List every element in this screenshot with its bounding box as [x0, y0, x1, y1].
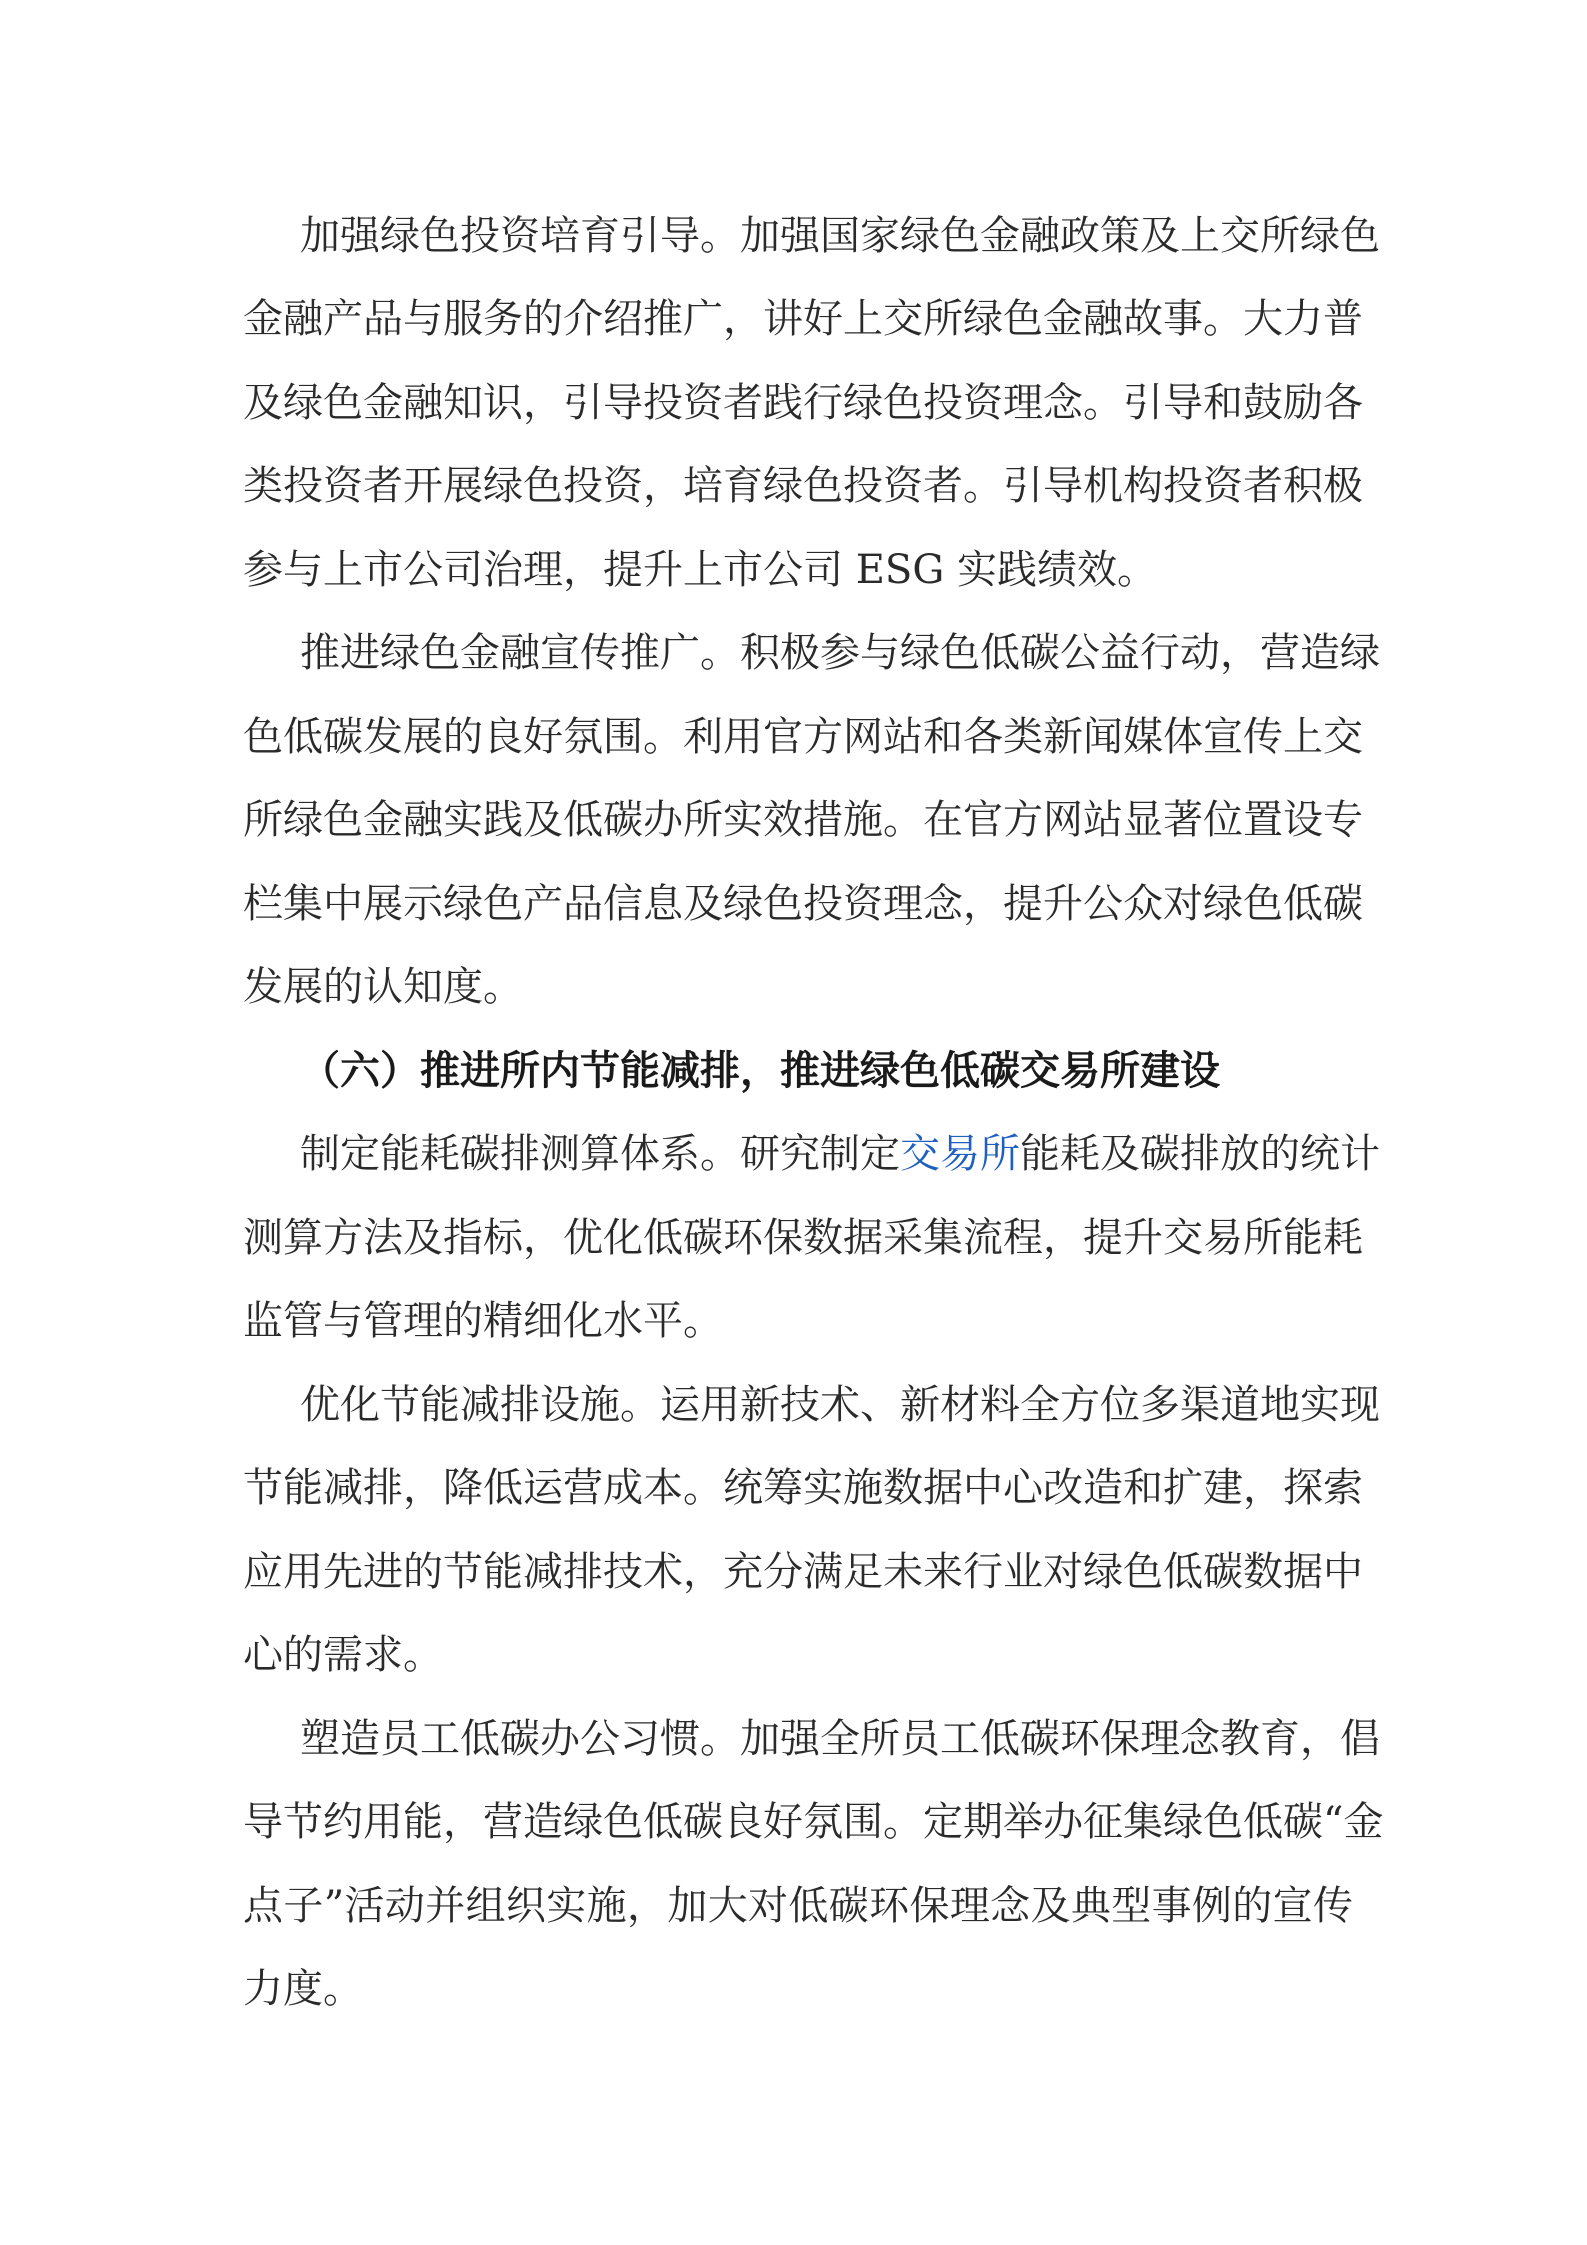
paragraph-1-line-3: 及绿色金融知识，引导投资者践行绿色投资理念。引导和鼓励各: [243, 380, 1363, 426]
paragraph-4-line-3: 应用先进的节能减排技术，充分满足未来行业对绿色低碳数据中: [243, 1549, 1363, 1595]
exchange-link[interactable]: 交易所: [900, 1131, 1020, 1177]
paragraph-5-line-4: 力度。: [243, 1966, 363, 2012]
paragraph-1-line-5: 参与上市公司治理，提升上市公司 ESG 实践绩效。: [243, 547, 1157, 593]
paragraph-3-line-1: [300, 1129, 1380, 1179]
paragraph-3-line-1-after: 能耗及碳排放的统计: [1020, 1131, 1380, 1177]
paragraph-2-line-5: 发展的认知度。: [243, 964, 523, 1010]
paragraph-3-line-1-before: 制定能耗碳排测算体系。研究制定: [300, 1131, 900, 1177]
paragraph-2-line-1: 推进绿色金融宣传推广。积极参与绿色低碳公益行动，营造绿: [300, 630, 1380, 676]
paragraph-1-line-2: 金融产品与服务的介绍推广，讲好上交所绿色金融故事。大力普: [243, 296, 1363, 342]
paragraph-5-line-1: 塑造员工低碳办公习惯。加强全所员工低碳环保理念教育，倡: [300, 1716, 1380, 1762]
paragraph-5-line-2: 导节约用能，营造绿色低碳良好氛围。定期举办征集绿色低碳“金: [243, 1799, 1384, 1845]
paragraph-1-line-1: 加强绿色投资培育引导。加强国家绿色金融政策及上交所绿色: [300, 213, 1380, 259]
paragraph-4-line-1: 优化节能减排设施。运用新技术、新材料全方位多渠道地实现: [300, 1382, 1380, 1428]
paragraph-2-line-3: 所绿色金融实践及低碳办所实效措施。在官方网站显著位置设专: [243, 797, 1363, 843]
paragraph-3-line-3: 监管与管理的精细化水平。: [243, 1298, 723, 1344]
paragraph-1-line-4: 类投资者开展绿色投资，培育绿色投资者。引导机构投资者积极: [243, 463, 1363, 509]
section-heading: （六）推进所内节能减排，推进绿色低碳交易所建设: [300, 1047, 1220, 1094]
paragraph-3-line-2: 测算方法及指标，优化低碳环保数据采集流程，提升交易所能耗: [243, 1215, 1363, 1261]
paragraph-2-line-2: 色低碳发展的良好氛围。利用官方网站和各类新闻媒体宣传上交: [243, 714, 1363, 760]
paragraph-5-line-3: 点子”活动并组织实施，加大对低碳环保理念及典型事例的宣传: [243, 1883, 1353, 1929]
paragraph-4-line-4: 心的需求。: [243, 1632, 443, 1678]
paragraph-4-line-2: 节能减排，降低运营成本。统筹实施数据中心改造和扩建，探索: [243, 1465, 1363, 1511]
paragraph-2-line-4: 栏集中展示绿色产品信息及绿色投资理念，提升公众对绿色低碳: [243, 881, 1363, 927]
